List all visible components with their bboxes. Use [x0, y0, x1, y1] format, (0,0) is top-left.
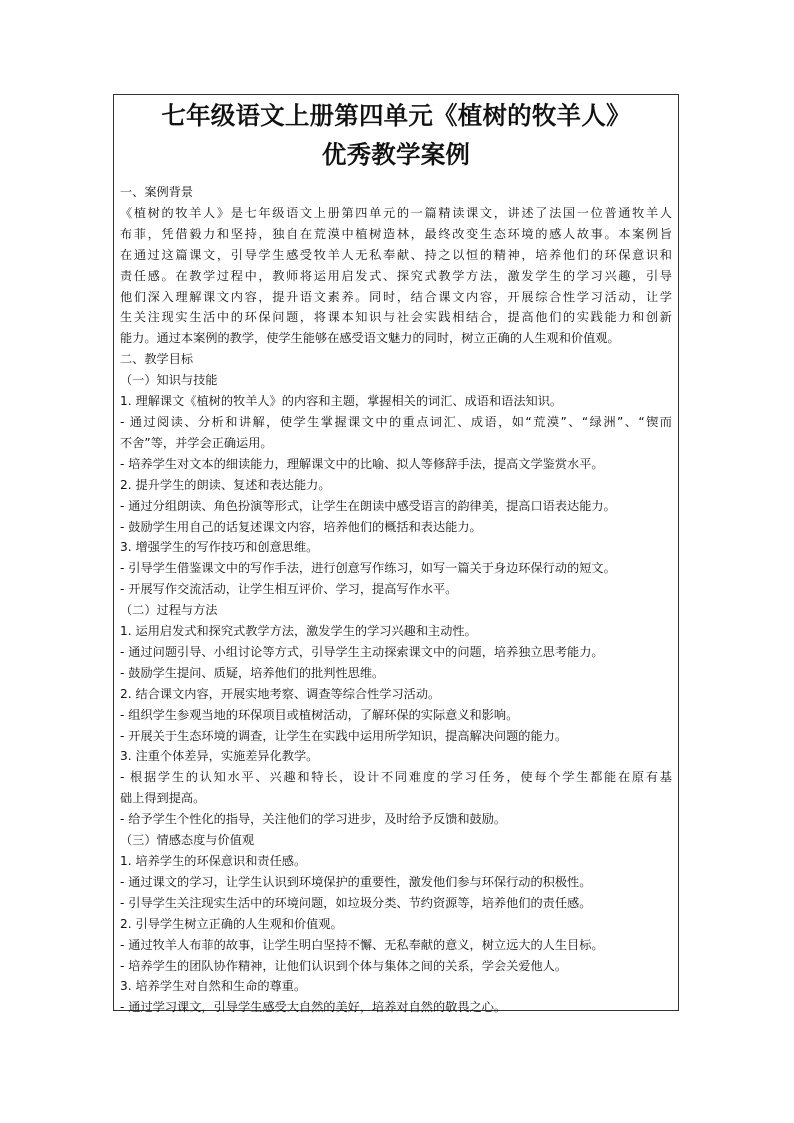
body-text-line: - 通过问题引导、小组讨论等方式，引导学生主动探索课文中的问题，培养独立思考能力。	[120, 644, 604, 659]
body-text-line: 在通过这篇课文，引导学生感受牧羊人无私奉献、持之以恒的精神，培养他们的环保意识和	[120, 247, 672, 262]
body-text-line: - 鼓励学生用自己的话复述课文内容，培养他们的概括和表达能力。	[120, 519, 482, 534]
body-text-line: - 通过分组朗读、角色扮演等形式，让学生在朗读中感受语言的韵律美，提高口语表达能力。	[120, 498, 616, 513]
body-text-line: 《植树的牧羊人》是七年级语文上册第四单元的一篇精读课文，讲述了法国一位普通牧羊人	[120, 205, 672, 220]
body-text-line: - 组织学生参观当地的环保项目或植树活动，了解环保的实际意义和影响。	[120, 707, 519, 722]
body-text-line: 不舍”等，并学会正确运用。	[120, 435, 273, 450]
body-text-line: - 开展关于生态环境的调查，让学生在实践中运用所学知识，提高解决问题的能力。	[120, 728, 568, 743]
body-text-line: - 开展写作交流活动，让学生相互评价、学习，提高写作水平。	[120, 582, 458, 597]
body-text-line: （一）知识与技能	[120, 373, 218, 388]
body-text-line: - 培养学生的团队协作精神，让他们认识到个体与集体之间的关系，学会关爱他人。	[120, 958, 568, 973]
body-text-line: 1. 培养学生的环保意识和责任感。	[120, 854, 307, 868]
body-text-line: 布菲，凭借毅力和坚持，独自在荒漠中植树造林，最终改变生态环境的感人故事。本案例旨	[120, 226, 672, 241]
document-body	[114, 182, 678, 1018]
body-text-line: 1. 运用启发式和探究式教学方法，激发学生的学习兴趣和主动性。	[120, 624, 477, 639]
body-text-line: 3. 培养学生对自然和生命的尊重。	[120, 979, 307, 994]
body-text-line: 3. 注重个体差异，实施差异化教学。	[120, 749, 319, 764]
body-text-line: - 通过牧羊人布菲的故事，让学生明白坚持不懈、无私奉献的意义，树立远大的人生目标。	[120, 937, 604, 952]
body-text-line: （三）情感态度与价值观	[120, 833, 255, 848]
document-title-line1: 七年级语文上册第四单元《植树的牧羊人》	[161, 101, 631, 130]
body-text-line: - 通过课文的学习，让学生认识到环境保护的重要性，激发他们参与环保行动的积极性。	[120, 874, 592, 889]
body-text-line: （二）过程与方法	[120, 603, 218, 618]
body-text-line: - 根据学生的认知水平、兴趣和特长，设计不同难度的学习任务，使每个学生都能在原有基	[120, 770, 672, 785]
document-title-line2: 优秀教学案例	[321, 140, 471, 169]
body-text-line: 生关注现实生活中的环保问题，将课本知识与社会实践相结合，提高他们的实践能力和创新	[120, 310, 672, 325]
body-text-line: 2. 结合课文内容，开展实地考察、调查等综合性学习活动。	[120, 686, 441, 701]
body-text-line: 责任感。在教学过程中，教师将运用启发式、探究式教学方法，激发学生的学习兴趣，引导	[120, 268, 672, 283]
body-text-line: - 通过阅读、分析和讲解，使学生掌握课文中的重点词汇、成语，如“荒漠”、“绿洲”、“锲而	[120, 414, 672, 429]
body-text-line: - 通过学习课文，引导学生感受大自然的美好，培养对自然的敬畏之心。	[120, 1000, 507, 1015]
document-table-cell	[113, 94, 679, 1015]
body-text-line: 1. 理解课文《植树的牧羊人》的内容和主题，掌握相关的词汇、成语和语法知识。	[120, 394, 563, 409]
body-text-line: 2. 提升学生的朗读、复述和表达能力。	[120, 477, 331, 492]
body-text-line: 他们深入理解课文内容，提升语文素养。同时，结合课文内容，开展综合性学习活动，让学	[120, 289, 672, 304]
body-text-line: 能力。通过本案例的教学，使学生能够在感受语文魅力的同时，树立正确的人生观和价值观。	[120, 331, 620, 346]
body-text-line: - 引导学生借鉴课文中的写作手法，进行创意写作练习，如写一篇关于身边环保行动的短文。	[120, 561, 616, 576]
body-text-line: - 培养学生对文本的细读能力，理解课文中的比喻、拟人等修辞手法，提高文学鉴赏水平。	[120, 456, 604, 471]
body-text-line: - 引导学生关注现实生活中的环境问题，如垃圾分类、节约资源等，培养他们的责任感。	[120, 895, 592, 910]
body-text-line: - 鼓励学生提问、质疑，培养他们的批判性思维。	[120, 665, 385, 680]
body-text-line: 础上得到提高。	[120, 791, 206, 806]
body-text-line: 2. 引导学生树立正确的人生观和价值观。	[120, 916, 343, 931]
body-text-line: 一、案例背景	[120, 185, 194, 199]
body-text-line: 3. 增强学生的写作技巧和创意思维。	[120, 540, 319, 555]
body-text-line: 二、教学目标	[120, 352, 194, 367]
body-text-line: - 给予学生个性化的指导，关注他们的学习进步，及时给予反馈和鼓励。	[120, 812, 507, 827]
